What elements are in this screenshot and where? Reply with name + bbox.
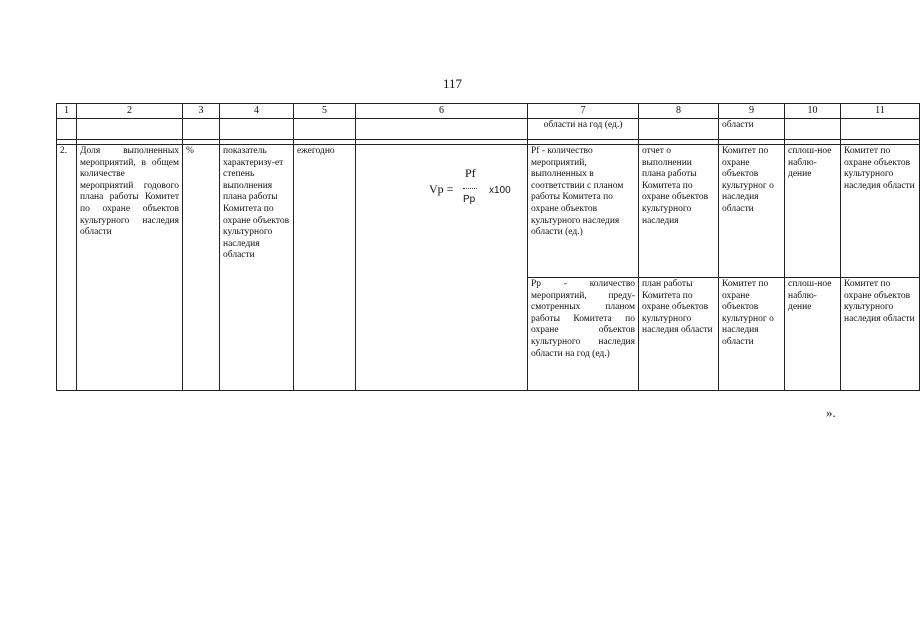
- row-number: 2.: [57, 145, 77, 391]
- table-row: [57, 145, 920, 278]
- unit-cell: %: [183, 145, 220, 391]
- periodicity-cell: ежегодно: [294, 145, 356, 391]
- responsible-cell: Комитет по охране объектов культурног о наследия области: [719, 145, 785, 278]
- column-header: 3: [183, 104, 220, 119]
- indicator-name: Доля выполненных мероприятий, в общем количестве мероприятий годового плана работы Комитет по охране объектов культурного наследия области: [77, 145, 183, 391]
- formula-lhs: Vp =: [429, 182, 454, 196]
- formula-multiplier: x100: [489, 185, 511, 196]
- variable-cell: Рр - количество мероприятий, преду-смотренных планом работы Комитета по охране объектов культурного наследия области на год (ед.): [528, 278, 639, 391]
- column-header: 6: [356, 104, 528, 119]
- indicator-table: [56, 103, 920, 391]
- formula-cell: [356, 145, 528, 391]
- page-number: 117: [442, 76, 463, 91]
- continuation-text: области: [719, 119, 785, 140]
- column-header: 9: [719, 104, 785, 119]
- formula: [359, 158, 524, 218]
- column-header: 8: [639, 104, 719, 119]
- column-number-row: [57, 104, 920, 119]
- column-header: 1: [57, 104, 77, 119]
- column-header: 7: [528, 104, 639, 119]
- column-header: 10: [785, 104, 841, 119]
- continuation-row: [57, 119, 920, 140]
- fraction-line: [463, 188, 477, 189]
- continuation-text: области на год (ед.): [528, 119, 639, 140]
- closing-quote-mark: ».: [826, 405, 836, 420]
- column-header: 4: [220, 104, 294, 119]
- source-cell: план работы Комитета по охране объектов культурного наследия области: [639, 278, 719, 391]
- responsible-cell: Комитет по охране объектов культурног о наследия области: [719, 278, 785, 391]
- collector-cell: Комитет по охране объектов культурного наследия области: [841, 278, 920, 391]
- collector-cell: Комитет по охране объектов культурного наследия области: [841, 145, 920, 278]
- definition-cell: показатель характеризу-ет степень выполнения плана работы Комитета по охране объектов культурного наследия области: [220, 145, 294, 391]
- method-cell: сплош-ное наблю-дение: [785, 278, 841, 391]
- column-header: 11: [841, 104, 920, 119]
- formula-numerator: Pf: [465, 166, 476, 180]
- variable-cell: Pf - количество мероприятий, выполненных в соответствии с планом работы Комитета по охране объектов культурного наследия области (ед.): [528, 145, 639, 278]
- column-header: 2: [77, 104, 183, 119]
- column-header: 5: [294, 104, 356, 119]
- formula-denominator: Pp: [463, 194, 476, 205]
- source-cell: отчет о выполнении плана работы Комитета по охране объектов культурного наследия: [639, 145, 719, 278]
- method-cell: сплош-ное наблю-дение: [785, 145, 841, 278]
